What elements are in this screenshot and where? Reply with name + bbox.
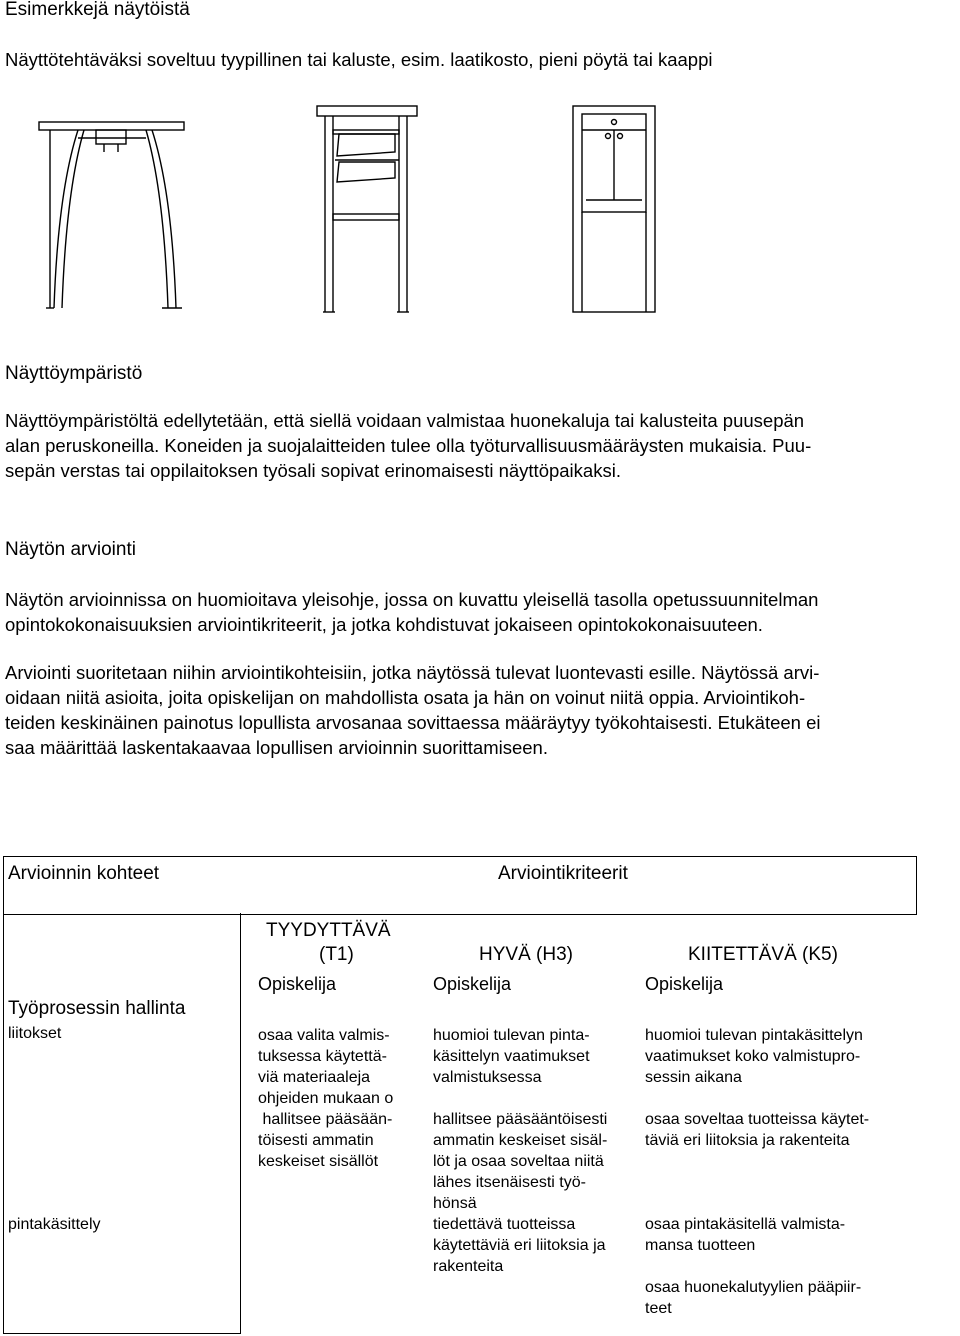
assessment-paragraph-2: Arviointi suoritetaan niihin arviointikohteisiin, jotka näytössä tulevat luontevasti esille. Näytössä arvi- oidaan niitä asioita, joita opiskelijan on mahdollista osata ja hän on voinut niitä oppia. Arviointikoh- teiden keskinäinen painotus lopullista arvosanaa sovittaessa määräytyy työkohtaisesti. Etukäteen ei saa määrittää laskentakaavaa lopullisen arvioinnin suorittamiseen. [5,662,821,758]
section-heading-environment: Näyttöympäristö [5,363,143,384]
environment-text: Näyttöympäristöltä edellytetään, että siellä voidaan valmistaa huonekaluja tai kalusteita puusepän alan peruskoneilla. Koneiden ja suojalaitteiden tulee olla työturvallisuusmääräysten mukaisia. Puu- sepän verstas tai oppilaitoksen työsali sopivat erinomaisesti näyttöpaikaksi. [5,410,812,481]
level-k5: KIITETTÄVÄ (K5) [688,944,838,965]
section-heading-assessment: Näytön arviointi [5,539,136,560]
level-h3-subject: Opiskelija [433,974,512,994]
level-t1-line1: TYYDYTTÄVÄ [266,920,391,941]
section-title-work-process: Työprosessin hallinta [8,998,186,1019]
col-header-targets: Arvioinnin kohteet [8,863,160,884]
drawer-cabinet-drawing-icon [315,104,420,316]
criteria-h3: huomioi tulevan pinta- käsittelyn vaatimukset valmistuksessa hallitsee pääsääntöisesti ammatin keskeiset sisäl- löt ja osaa soveltaa niitä lähes itsenäisesti työ- hönsä tiedettävä tuotteissa käytettäviä eri liitoksia ja rakenteita [433,1027,608,1275]
level-k5-subject: Opiskelija [645,974,724,994]
section-heading-examples: Esimerkkejä näytöistä [5,0,190,20]
target-joints: liitokset [8,1025,62,1042]
targets-column [3,913,241,1334]
criteria-t1: osaa valita valmis- tuksessa käytettä- viä materiaaleja ohjeiden mukaan o hallitsee pääsään- töisesti ammatin keskeiset sisällöt [258,1027,394,1170]
level-t1-line2: (T1) [319,944,354,965]
level-h3: HYVÄ (H3) [479,944,573,965]
assessment-paragraph-1: Näytön arvioinnissa on huomioitava yleisohje, jossa on kuvattu yleisellä tasolla opetussuunnitelman opintokokonaisuuksien arviointikriteerit, ja jotka kohdistuvat jokaiseen opintokokonaisuuteen. [5,589,819,635]
target-surface-finishing: pintakäsittely [8,1216,101,1233]
examples-text: Näyttötehtäväksi soveltuu tyypillinen tai kaluste, esim. laatikosto, pieni pöytä tai kaappi [5,49,713,70]
criteria-k5: huomioi tulevan pintakäsittelyn vaatimukset koko valmistupro- sessin aikana osaa soveltaa tuotteissa käytet- täviä eri liitoksia ja rakenteita osaa pintakäsitellä valmista- mansa tuotteen osaa huonekalutyylien pääpiir- teet [645,1027,870,1317]
table-drawing-icon [36,112,186,312]
cupboard-drawing-icon [570,104,660,316]
level-t1-subject: Opiskelija [258,974,337,994]
col-header-criteria: Arviointikriteerit [498,863,628,884]
